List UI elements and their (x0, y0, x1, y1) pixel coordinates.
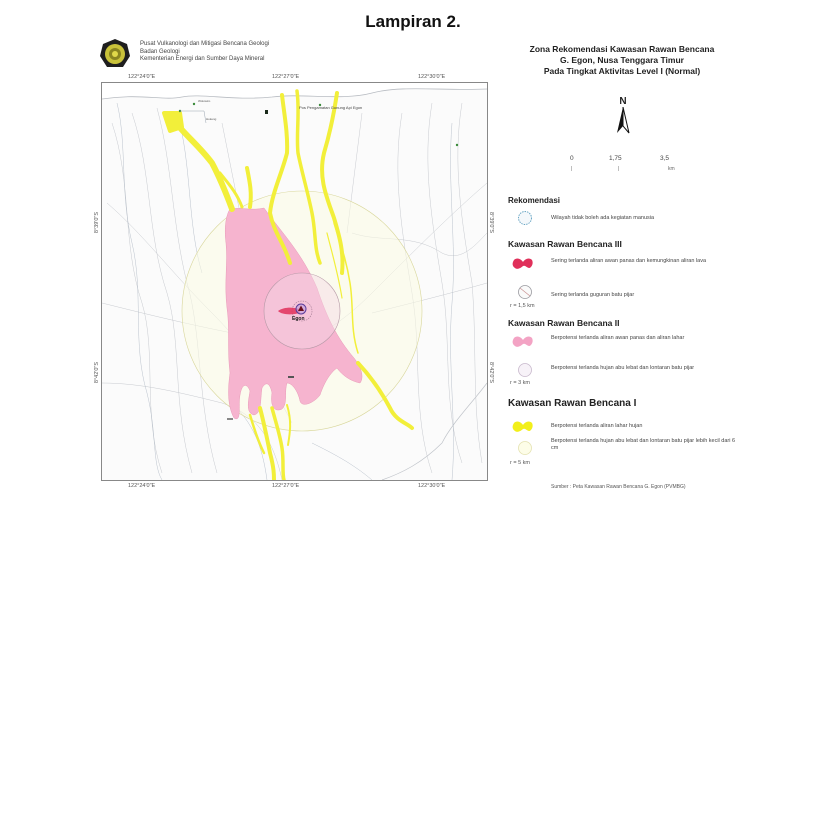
coord-left-2: 8°42'0"S (94, 362, 100, 384)
org-line-1: Pusat Vulkanologi dan Mitigasi Bencana Geologi (140, 41, 270, 47)
krb1-flow-icon (512, 419, 534, 435)
rekomendasi-item-text: Wilayah tidak boleh ada kegiatan manusia (551, 215, 655, 221)
coord-bottom-3: 122°30'0"E (418, 483, 446, 489)
north-arrow (608, 96, 638, 140)
krb1-radius-icon (514, 440, 536, 456)
krb2-flow-text: Berpotensi terlanda aliran awan panas dan aliran lahar (551, 335, 685, 341)
organization-block (140, 41, 269, 64)
map-label-volcano: Egon (292, 316, 305, 322)
krb1-heading: Kawasan Rawan Bencana I (508, 398, 637, 409)
krb2-radius-value: r = 3 km (510, 380, 531, 386)
scale-value-0: 0 (570, 155, 574, 162)
scale-tick: | (571, 166, 573, 172)
sea-area (102, 83, 487, 99)
coord-right-2: 8°42'0"S (488, 362, 494, 384)
scale-value-1: 1,75 (609, 155, 622, 162)
village-marker (193, 103, 195, 105)
town-marker (227, 418, 233, 420)
krb2-heading: Kawasan Rawan Bencana II (508, 318, 620, 328)
krb1-radius-value: r = 5 km (510, 460, 531, 466)
krb3-radius-value: r = 1,5 km (510, 303, 535, 309)
krb3-heading: Kawasan Rawan Bencana III (508, 239, 622, 249)
coord-top-1: 122°24'0"E (128, 74, 156, 80)
map-label-observation-post: Pos Pengamatan Gunung Api Egon (299, 105, 363, 110)
krb2-flow-icon (512, 334, 534, 350)
krb3-flow-icon (512, 256, 534, 272)
rekomendasi-circle-icon (514, 210, 536, 226)
coord-left-1: 8°39'0"S (94, 212, 100, 234)
town-marker (288, 376, 294, 378)
krb3-radius-text: Sering terlanda guguran batu pijar (551, 292, 635, 298)
krb1-flow-text: Berpotensi terlanda aliran lahar hujan (551, 423, 643, 429)
page-title: Lampiran 2. (365, 12, 461, 31)
krb1-radius-text: Berpotensi terlanda hujan abu lebat dan lontaran batu pijar lebih kecil dari 6 cm (551, 438, 736, 451)
map-label-village: Wolowiro (198, 99, 211, 103)
krb2-radius-icon (514, 362, 536, 378)
rekomendasi-heading: Rekomendasi (508, 196, 561, 205)
hazard-map[interactable] (101, 82, 488, 481)
observation-post-icon (265, 110, 268, 114)
legend-title-line-3: Pada Tingkat Aktivitas Level I (Normal) (543, 66, 701, 76)
coord-bottom-2: 122°27'0"E (272, 483, 300, 489)
scale-unit: km (668, 166, 675, 172)
legend-title (497, 44, 747, 77)
source-note: Sumber : Peta Kawasan Rawan Bencana G. Egon (PVMBG) (551, 484, 686, 490)
coord-bottom-1: 122°24'0"E (128, 483, 156, 489)
village-marker (456, 144, 458, 146)
krb2-radius-text: Berpotensi terlanda hujan abu lebat dan lontaran batu pijar (551, 365, 695, 371)
coord-top-2: 122°27'0"E (272, 74, 300, 80)
map-canvas (102, 83, 487, 480)
scale-value-2: 3,5 (660, 155, 670, 162)
north-arrow-icon (615, 107, 631, 135)
map-label-village: Hokeng (206, 117, 217, 121)
esdm-logo-icon (99, 38, 131, 70)
north-label: N (619, 96, 627, 107)
krb3-radius-icon (514, 284, 536, 300)
legend-title-line-1: Zona Rekomendasi Kawasan Rawan Bencana (529, 44, 715, 54)
krb3-flow-text: Sering terlanda aliran awan panas dan kemungkinan aliran lava (551, 258, 707, 264)
scale-tick: | (618, 166, 620, 172)
org-line-2: Badan Geologi (140, 48, 180, 55)
org-line-3: Kementerian Energi dan Sumber Daya Mineral (140, 56, 265, 62)
coord-top-3: 122°30'0"E (418, 74, 446, 80)
legend-title-line-2: G. Egon, Nusa Tenggara Timur (560, 55, 684, 65)
coord-right-1: 8°39'0"S (488, 212, 494, 234)
